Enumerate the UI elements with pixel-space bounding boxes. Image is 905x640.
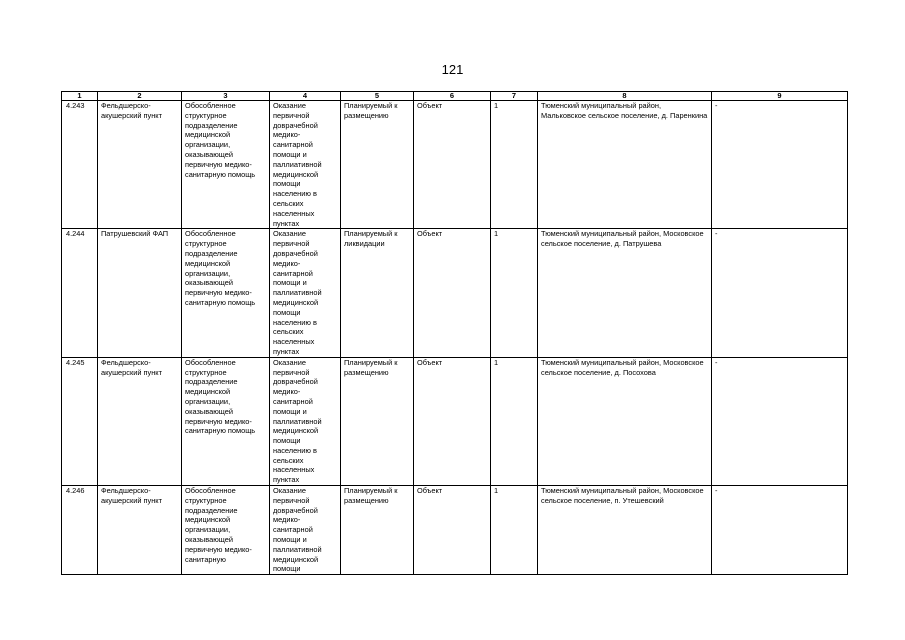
object-purpose: Оказание первичной доврачебной медико-санитарной помощи и паллиативной медицинской помощи населению в сельских населенных пунктах (270, 229, 341, 357)
object-type: Обособленное структурное подразделение медицинской организации, оказывающей первичную медико-санитарную (182, 486, 270, 575)
object-count: 1 (491, 357, 538, 485)
column-header: 6 (414, 92, 491, 101)
object-location: Тюменский муниципальный район, Московское сельское поселение, д. Патрушева (538, 229, 712, 357)
object-kind: Объект (414, 229, 491, 357)
object-note: - (712, 357, 848, 485)
column-header: 7 (491, 92, 538, 101)
object-purpose: Оказание первичной доврачебной медико-санитарной помощи и паллиативной медицинской помощи населению в сельских населенных пунктах (270, 101, 341, 229)
object-count: 1 (491, 101, 538, 229)
object-status: Планируемый к размещению (341, 357, 414, 485)
object-note: - (712, 486, 848, 575)
object-status: Планируемый к ликвидации (341, 229, 414, 357)
column-header: 5 (341, 92, 414, 101)
object-type: Обособленное структурное подразделение медицинской организации, оказывающей первичную медико-санитарную помощь (182, 357, 270, 485)
object-status: Планируемый к размещению (341, 101, 414, 229)
object-type: Обособленное структурное подразделение медицинской организации, оказывающей первичную медико-санитарную помощь (182, 101, 270, 229)
object-note: - (712, 101, 848, 229)
row-id: 4.245 (62, 357, 98, 485)
table-row (62, 357, 848, 485)
object-type: Обособленное структурное подразделение медицинской организации, оказывающей первичную медико-санитарную помощь (182, 229, 270, 357)
object-location: Тюменский муниципальный район, Московское сельское поселение, п. Утешевский (538, 486, 712, 575)
column-header: 9 (712, 92, 848, 101)
object-kind: Объект (414, 486, 491, 575)
object-count: 1 (491, 229, 538, 357)
object-location: Тюменский муниципальный район, Московское сельское поселение, д. Посохова (538, 357, 712, 485)
table-row (62, 101, 848, 229)
object-note: - (712, 229, 848, 357)
object-kind: Объект (414, 357, 491, 485)
page-number: 121 (441, 62, 464, 77)
object-count: 1 (491, 486, 538, 575)
objects-table (61, 91, 848, 575)
table-row (62, 229, 848, 357)
table-header-row (62, 92, 848, 101)
object-purpose: Оказание первичной доврачебной медико-санитарной помощи и паллиативной медицинской помощи населению в сельских населенных пунктах (270, 357, 341, 485)
column-header: 8 (538, 92, 712, 101)
column-header: 4 (270, 92, 341, 101)
column-header: 3 (182, 92, 270, 101)
object-purpose: Оказание первичной доврачебной медико-санитарной помощи и паллиативной медицинской помощи (270, 486, 341, 575)
object-kind: Объект (414, 101, 491, 229)
object-name: Фельдшерско-акушерский пункт (98, 101, 182, 229)
column-header: 1 (62, 92, 98, 101)
object-location: Тюменский муниципальный район, Мальковское сельское поселение, д. Паренкина (538, 101, 712, 229)
object-name: Фельдшерско-акушерский пункт (98, 486, 182, 575)
object-name: Патрушевский ФАП (98, 229, 182, 357)
table-row (62, 486, 848, 575)
row-id: 4.244 (62, 229, 98, 357)
row-id: 4.246 (62, 486, 98, 575)
object-status: Планируемый к размещению (341, 486, 414, 575)
object-name: Фельдшерско-акушерский пункт (98, 357, 182, 485)
row-id: 4.243 (62, 101, 98, 229)
column-header: 2 (98, 92, 182, 101)
